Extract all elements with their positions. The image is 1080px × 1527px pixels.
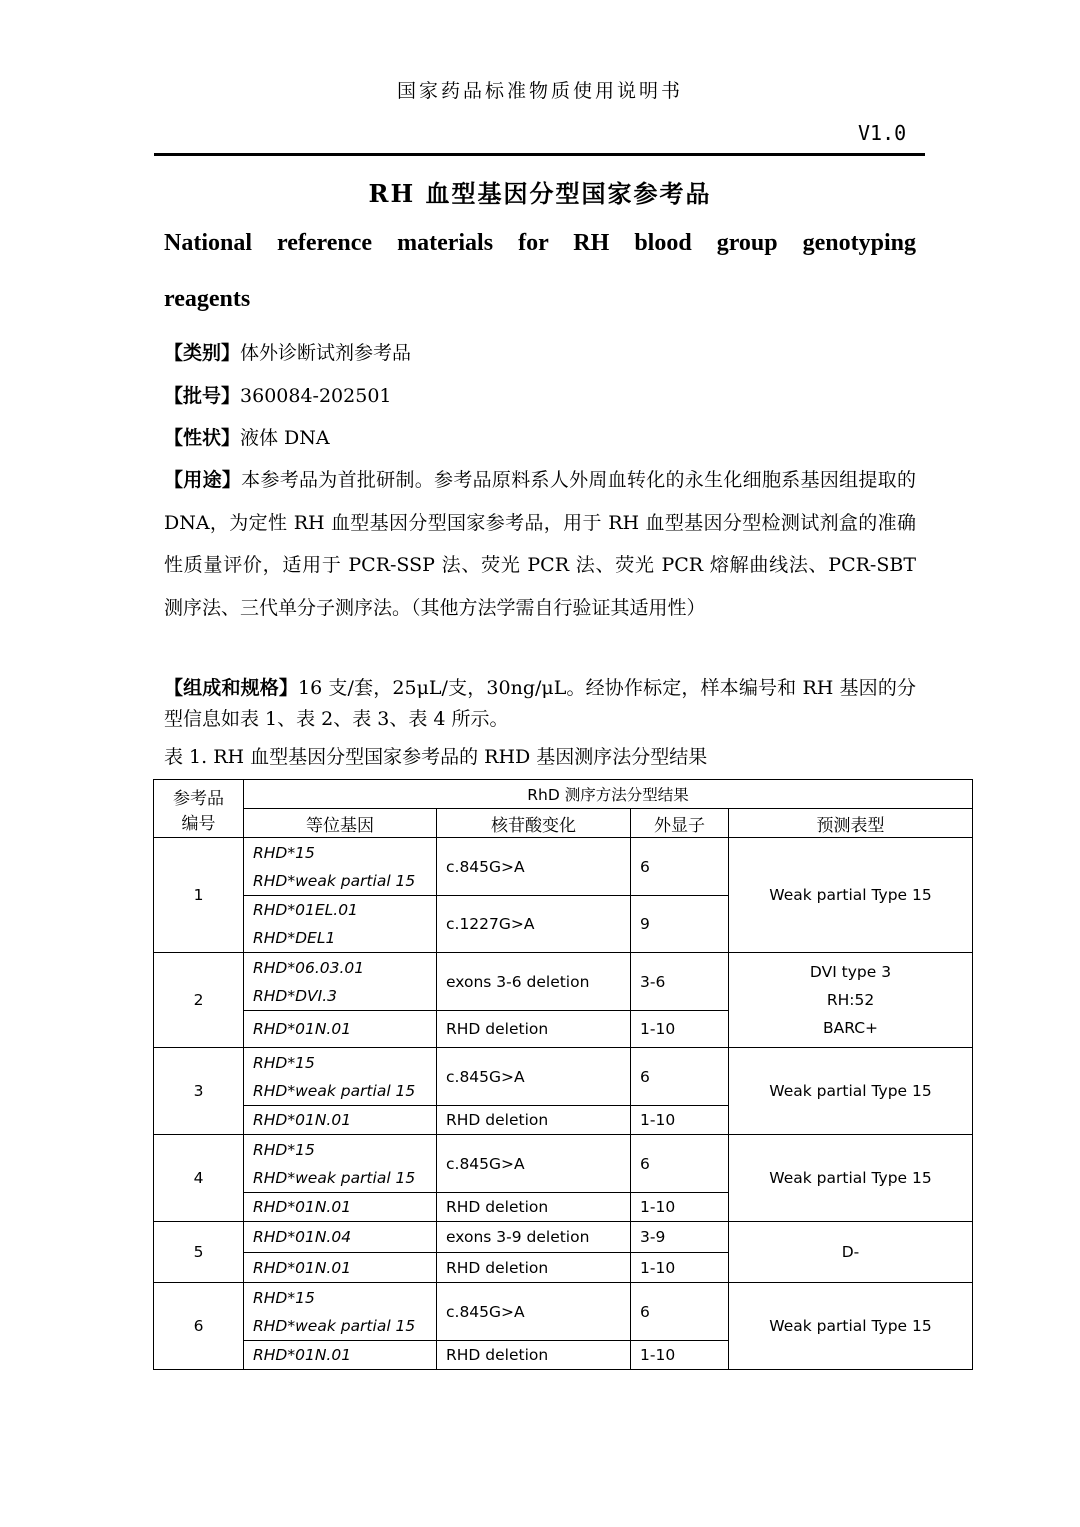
ref-no-cell: 4 [154,1135,244,1222]
allele-cell: RHD*15 RHD*weak partial 15 [244,838,437,896]
header-allele: 等位基因 [244,809,437,838]
table-caption: 表 1. RH 血型基因分型国家参考品的 RHD 基因测序法分型结果 [164,746,708,768]
table-header-row [154,780,973,809]
nucleotide-cell: c.845G>A [437,1283,631,1341]
field-usage [164,459,916,629]
nucleotide-cell: c.845G>A [437,1048,631,1106]
exon-cell: 3-9 [631,1222,729,1253]
field-state-value: 液体 DNA [240,427,330,449]
header-group: RhD 测序方法分型结果 [244,780,973,809]
table-row [154,953,973,1011]
nucleotide-cell: RHD deletion [437,1193,631,1222]
field-batch [164,381,392,411]
field-spec-label: 【组成和规格】 [164,677,299,699]
exon-cell: 9 [631,896,729,953]
exon-cell: 1-10 [631,1253,729,1283]
phenotype-cell: D- [729,1222,973,1283]
nucleotide-cell: RHD deletion [437,1341,631,1370]
allele-cell: RHD*01N.04 [244,1222,437,1253]
header-phenotype: 预测表型 [729,809,973,838]
phenotype-cell: DVI type 3 RH:52 BARC+ [729,953,973,1048]
nucleotide-cell: RHD deletion [437,1253,631,1283]
field-state-label: 【性状】 [164,427,241,449]
field-state [164,423,330,453]
allele-cell: RHD*01N.01 [244,1253,437,1283]
table-row [154,1135,973,1193]
phenotype-cell: Weak partial Type 15 [729,1048,973,1135]
field-usage-label: 【用途】 [164,469,242,491]
phenotype-cell: Weak partial Type 15 [729,1135,973,1222]
table-row [154,1283,973,1341]
allele-cell: RHD*15 RHD*weak partial 15 [244,1048,437,1106]
table-row [154,1048,973,1106]
table-row [154,1222,973,1253]
allele-cell: RHD*01EL.01 RHD*DEL1 [244,896,437,953]
field-category [164,338,411,368]
field-category-label: 【类别】 [164,342,241,364]
table-subheader-row [154,809,973,838]
nucleotide-cell: c.1227G>A [437,896,631,953]
exon-cell: 3-6 [631,953,729,1011]
genotyping-table [153,779,973,1370]
exon-cell: 1-10 [631,1193,729,1222]
allele-cell: RHD*01N.01 [244,1193,437,1222]
field-category-value: 体外诊断试剂参考品 [240,342,412,364]
nucleotide-cell: c.845G>A [437,1135,631,1193]
ref-no-cell: 6 [154,1283,244,1370]
allele-cell: RHD*15 RHD*weak partial 15 [244,1283,437,1341]
field-spec-text: 16 支/套，25μL/支，30ng/μL。经协作标定，样本编号和 RH 基因的分型信息如表 1、表 2、表 3、表 4 所示。 [164,677,916,730]
title-english-line1: National reference materials for RH blood group genotyping [164,230,916,256]
allele-cell: RHD*01N.01 [244,1011,437,1048]
header-ref-no: 参考品 编号 [154,780,244,838]
phenotype-cell: Weak partial Type 15 [729,838,973,953]
table-row [154,838,973,896]
allele-cell: RHD*01N.01 [244,1106,437,1135]
allele-cell: RHD*06.03.01 RHD*DVI.3 [244,953,437,1011]
exon-cell: 1-10 [631,1106,729,1135]
ref-no-cell: 5 [154,1222,244,1283]
header-nucleotide: 核苷酸变化 [437,809,631,838]
nucleotide-cell: exons 3-6 deletion [437,953,631,1011]
field-spec [164,673,916,735]
allele-cell: RHD*01N.01 [244,1341,437,1370]
header-exon: 外显子 [631,809,729,838]
ref-no-cell: 2 [154,953,244,1048]
field-batch-value: 360084-202501 [240,385,392,407]
nucleotide-cell: RHD deletion [437,1106,631,1135]
ref-no-cell: 3 [154,1048,244,1135]
nucleotide-cell: RHD deletion [437,1011,631,1048]
exon-cell: 6 [631,1048,729,1106]
exon-cell: 6 [631,1135,729,1193]
field-batch-label: 【批号】 [164,385,241,407]
exon-cell: 1-10 [631,1341,729,1370]
title-english-line2: reagents [164,286,251,312]
exon-cell: 6 [631,1283,729,1341]
field-usage-text: 本参考品为首批研制。参考品原料系人外周血转化的永生化细胞系基因组提取的 DNA，为定性 RH 血型基因分型国家参考品，用于 RH 血型基因分型检测试剂盒的准确性质量评价，适用于 PCR-SSP 法、荧光 PCR 法、荧光 PCR 熔解曲线法、PCR-SBT 测序法、三代单分子测序法。（其他方法学需自行验证其适用性） [164,469,916,619]
version-label: V1.0 [858,121,907,145]
title-chinese: RH 血型基因分型国家参考品 [368,179,712,208]
phenotype-cell: Weak partial Type 15 [729,1283,973,1370]
document-header: 国家药品标准物质使用说明书 [396,80,683,102]
exon-cell: 6 [631,838,729,896]
nucleotide-cell: c.845G>A [437,838,631,896]
exon-cell: 1-10 [631,1011,729,1048]
header-divider [154,153,925,156]
ref-no-cell: 1 [154,838,244,953]
allele-cell: RHD*15 RHD*weak partial 15 [244,1135,437,1193]
nucleotide-cell: exons 3-9 deletion [437,1222,631,1253]
